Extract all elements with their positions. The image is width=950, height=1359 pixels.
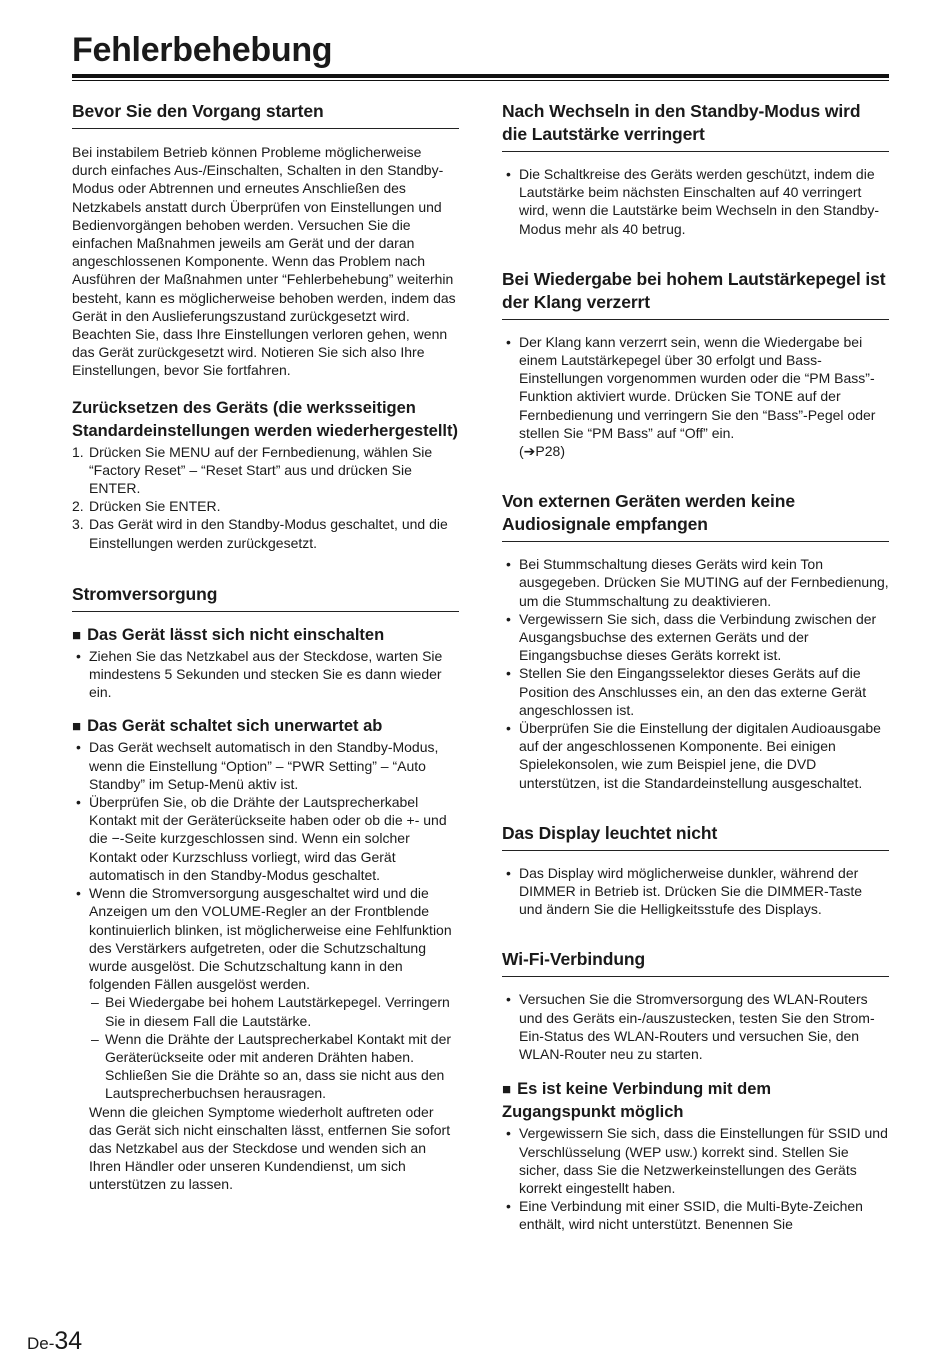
distorted-sound-list [502,333,889,460]
standby-volume-list [502,165,889,238]
list-item: • Ziehen Sie das Netzkabel aus der Steckdose, warten Sie mindestens 5 Sekunden und stecken Sie es dann wieder ein. [72,647,459,702]
reset-heading: Zurücksetzen des Geräts (die werksseitigen Standardeinstellungen werden wiederhergestellt) [72,398,459,440]
page-title: Fehlerbehebung [72,31,333,69]
list-item-text-after: Wenn die gleichen Symptome wiederholt auftreten oder das Gerät sich nicht einschalten lässt, entfernen Sie sofort das Netzkabel aus der Steckdose und wenden sich an Ihren Händler oder unseren Kundendienst, um sich unterstützen zu lassen. [89,1103,451,1193]
step-text: Drücken Sie ENTER. [89,498,221,515]
left-column [72,100,459,1194]
unexpected-shutdown-list [72,738,459,1193]
wifi-list [502,990,889,1063]
square-marker: ■ [72,718,82,736]
page-reference: (➔P28) [519,443,565,460]
section-heading-standby-volume: Nach Wechseln in den Standby-Modus wird die Lautstärke verringert [502,100,889,152]
list-item: • Überprüfen Sie die Einstellung der digitalen Audioausgabe auf der angeschlossenen Komponente. Bei einigen Spielekonsolen, wie zum Beispiel jene, die DVD unterstützen, ist die Standardeinstellung ausgeschaltet. [502,719,889,792]
no-power-on-list [72,647,459,702]
title-rule-thin [72,80,889,81]
subheading-no-power-on [72,624,459,647]
subheading-no-power-on-text: Das Gerät lässt sich nicht einschalten [87,625,385,644]
list-item [72,443,459,498]
section-heading-display: Das Display leuchtet nicht [502,822,889,851]
list-item: • Die Schaltkreise des Geräts werden geschützt, indem die Lautstärke beim nächsten Einschalten auf 40 verringert wird, wenn die Lautstärke beim Wechseln in den Standby-Modus mehr als 40 betrug. [502,165,889,238]
page-number-value: 34 [54,1327,83,1355]
section-heading-power: Stromversorgung [72,583,459,612]
list-item-text: Wenn die Stromversorgung ausgeschaltet wird und die Anzeigen um den VOLUME-Regler an der Frontblende kontinuierlich blinken, ist möglicherweise eine Fehlfunktion des Verstärkers aufgetreten, oder die Schutzschaltung wurde ausgelöst. Die Schutzschaltung kann in den folgenden Fällen ausgelöst werden. [89,885,452,993]
list-item [72,884,459,1193]
display-list [502,864,889,919]
step-text: Das Gerät wird in den Standby-Modus geschaltet, und die Einstellungen werden zurückgesetzt. [89,516,448,551]
arrow-right-icon: ➔ [523,443,536,460]
list-item: • Vergewissern Sie sich, dass die Verbindung zwischen der Ausgangsbuchse des externen Geräts und der Eingangsbuchse dieses Geräts korrekt ist. [502,610,889,665]
list-item: • Das Gerät wechselt automatisch in den Standby-Modus, wenn die Einstellung “Option” – “PWR Setting” – “Auto Standby” im Setup-Menü aktiv ist. [72,738,459,793]
page-number-prefix: De- [27,1334,55,1353]
intro-paragraph: Bei instabilem Betrieb können Probleme möglicherweise durch einfaches Aus-/Einschalten, Schalten in den Standby-Modus oder Abtrennen und erneutes Anschließen des Netzkabels anstatt durch Überprüfen von Einstellungen und Bedienvorgängen behoben werden. Versuchen Sie die einfachen Maßnahmen jeweils am Gerät und der daran angeschlossenen Komponente. Wenn das Problem nach Ausführen der Maßnahmen unter “Fehlerbehebung” weiterhin besteht, kann es möglicherweise behoben werden, indem das Gerät in den Auslieferungszustand zurückgesetzt wird. Beachten Sie, dass Ihre Einstellungen verloren gehen, wenn das Gerät zurückgesetzt wird. Notieren Sie sich also Ihre Einstellungen, bevor Sie fortfahren. [72,144,456,379]
section-heading-before-start: Bevor Sie den Vorgang starten [72,100,459,129]
list-item [502,333,889,460]
list-item: • Versuchen Sie die Stromversorgung des WLAN-Routers und des Geräts ein-/auszustecken, testen Sie den Strom-Ein-Status des WLAN-Routers und versuchen Sie, den WLAN-Router neu zu starten. [502,990,889,1063]
subheading-unexpected-shutdown [72,715,459,738]
list-item: • Bei Stummschaltung dieses Geräts wird kein Ton ausgegeben. Drücken Sie MUTING auf der Fernbedienung, um die Stummschaltung zu deaktivieren. [502,555,889,610]
list-item: – Wenn die Drähte der Lautsprecherkabel Kontakt mit der Geräterückseite oder mit anderen Drähten haben. Schließen Sie die Drähte so an, dass sie nicht aus den Lautsprecherbuchsen herausragen. [89,1030,459,1103]
list-item: • Eine Verbindung mit einer SSID, die Multi-Byte-Zeichen enthält, wird nicht unterstützt. Benennen Sie [502,1197,889,1233]
step-number: 3. [72,516,84,533]
subheading-no-access-point [502,1078,889,1124]
step-number: 1. [72,443,84,460]
section-heading-distorted-sound: Bei Wiedergabe bei hohem Lautstärkepegel ist der Klang verzerrt [502,268,889,320]
square-marker: ■ [72,626,82,644]
list-item [72,497,459,515]
list-item: • Überprüfen Sie, ob die Drähte der Lautsprecherkabel Kontakt mit der Geräterückseite haben oder ob die +- und die −-Seite kurzgeschlossen sind. Wenn ein solcher Kontakt oder Kurzschluss vorliegt, wird das Gerät automatisch in den Standby-Modus geschaltet. [72,793,459,884]
subheading-no-access-point-text: Es ist keine Verbindung mit dem Zugangspunkt möglich [502,1080,772,1122]
reset-steps-list [72,443,459,552]
subheading-unexpected-shutdown-text: Das Gerät schaltet sich unerwartet ab [87,717,383,736]
list-item [72,515,459,551]
section-heading-wifi: Wi-Fi-Verbindung [502,948,889,977]
page-reference-number: P28 [535,443,561,460]
no-audio-list [502,555,889,792]
step-text: Drücken Sie MENU auf der Fernbedienung, wählen Sie “Factory Reset” – “Reset Start” aus und drücken Sie ENTER. [89,443,433,497]
section-heading-no-audio: Von externen Geräten werden keine Audiosignale empfangen [502,490,889,542]
list-item: • Vergewissern Sie sich, dass die Einstellungen für SSID und Verschlüsselung (WEP usw.) korrekt sind. Stellen Sie sicher, dass Sie die Netzwerkeinstellungen des Geräts korrekt eingestellt haben. [502,1124,889,1197]
square-marker: ■ [502,1081,512,1099]
dash-list [89,993,459,1102]
list-item: • Stellen Sie den Eingangsselektor dieses Geräts auf die Position des Anschlusses ein, an den das externe Gerät angeschlossen ist. [502,664,889,719]
list-item: – Bei Wiedergabe bei hohem Lautstärkepegel. Verringern Sie in diesem Fall die Lautstärke. [89,993,459,1029]
page-number [27,1326,82,1359]
step-number: 2. [72,498,84,515]
list-item-text: Der Klang kann verzerrt sein, wenn die Wiedergabe bei einem Lautstärkepegel über 30 erfolgt und Bass-Einstellungen vorgenommen wurden oder die “PM Bass”-Funktion aktiviert wurde. Drücken Sie TONE auf der Fernbedienung und verringern Sie den “Bass”-Pegel oder stellen Sie “PM Bass” auf “Off” ein. [519,333,876,441]
right-column [502,100,889,1234]
no-access-point-list [502,1124,889,1233]
title-rule-thick [72,74,889,78]
list-item: • Das Display wird möglicherweise dunkler, während der DIMMER in Betrieb ist. Drücken Sie die DIMMER-Taste und ändern Sie die Helligkeitsstufe des Displays. [502,864,889,919]
